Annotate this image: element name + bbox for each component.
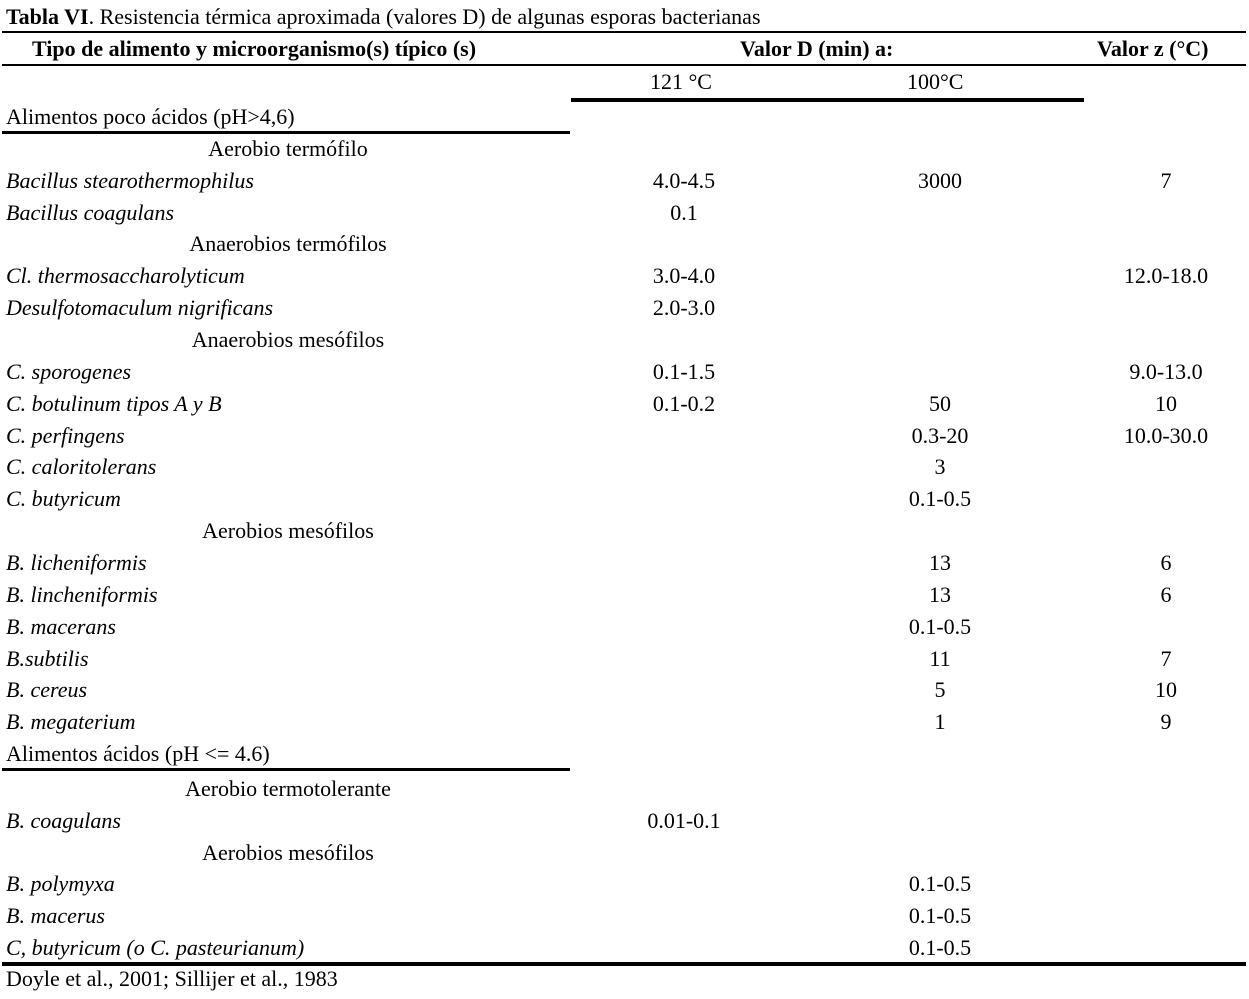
table-caption: . Resistencia térmica aproximada (valores D) de algunas esporas bacterianas: [88, 4, 761, 29]
d-value-100: 3: [934, 454, 946, 480]
table-row: [0, 295, 1249, 327]
organism-name: C, butyricum (o C. pasteurianum): [6, 935, 305, 961]
organism-name: Bacillus stearothermophilus: [6, 167, 254, 193]
d-value-121: 3.0-4.0: [652, 263, 716, 289]
organism-name: B.subtilis: [6, 645, 89, 671]
z-value: 9: [1160, 709, 1172, 735]
header-temp-121: 121 °C: [650, 69, 712, 94]
organism-name: B. megaterium: [6, 709, 136, 735]
table-row: [0, 454, 1249, 486]
d-value-121: 0.1: [670, 199, 698, 225]
d-value-100: 5: [934, 677, 946, 703]
group-heading-row: [0, 776, 1249, 808]
z-value: 10.0-30.0: [1123, 422, 1209, 448]
group-label: Aerobios mesófilos: [202, 839, 374, 865]
organism-name: C. perfingens: [6, 422, 125, 448]
top-rule: [2, 31, 1246, 33]
d-value-121: 4.0-4.5: [652, 167, 716, 193]
header-z-value: Valor z (°C): [1097, 36, 1209, 61]
group-heading-row: [0, 327, 1249, 359]
table-row: [0, 903, 1249, 935]
table-row: [0, 486, 1249, 518]
d-value-100: 13: [929, 549, 951, 575]
d-value-121: 0.01-0.1: [647, 807, 721, 833]
organism-name: B. licheniformis: [6, 549, 147, 575]
table-row: [0, 200, 1249, 232]
table-number: Tabla VI: [6, 4, 89, 29]
z-value: 12.0-18.0: [1123, 263, 1209, 289]
table-title: [6, 4, 761, 30]
organism-name: C. caloritolerans: [6, 454, 157, 480]
organism-name: C. butyricum: [6, 486, 121, 512]
section-underline: [2, 131, 570, 134]
table-row: [0, 677, 1249, 709]
z-value: 10: [1155, 390, 1177, 416]
d-value-100: 0.1-0.5: [908, 871, 972, 897]
group-heading-row: [0, 518, 1249, 550]
organism-name: C. botulinum tipos A y B: [6, 390, 222, 416]
table-row: [0, 550, 1249, 582]
table-row: [0, 808, 1249, 840]
section-label: Alimentos ácidos (pH <= 4.6): [6, 741, 270, 766]
table-row: [0, 359, 1249, 391]
z-value: 9.0-13.0: [1129, 358, 1203, 384]
z-value: 7: [1160, 645, 1172, 671]
organism-name: B. coagulans: [6, 807, 121, 833]
d-value-100: 0.1-0.5: [908, 903, 972, 929]
group-label: Aerobio termotolerante: [185, 775, 391, 801]
header-food-type: Tipo de alimento y microorganismo(s) típico (s): [32, 36, 477, 61]
organism-name: Cl. thermosaccharolyticum: [6, 263, 245, 289]
table-row: [0, 263, 1249, 295]
table-row: [0, 614, 1249, 646]
group-label: Aerobios mesófilos: [202, 518, 374, 543]
organism-name: B. cereus: [6, 677, 88, 703]
group-heading-row: [0, 840, 1249, 872]
d-value-100: 13: [929, 581, 951, 607]
table-row: [0, 871, 1249, 903]
d-value-100: 3000: [918, 167, 962, 193]
d-value-100: 0.1-0.5: [908, 935, 972, 961]
group-label: Aerobio termófilo: [208, 135, 368, 161]
z-value: 6: [1160, 549, 1172, 575]
z-value: 10: [1155, 677, 1177, 703]
d-value-100: 0.3-20: [911, 422, 969, 448]
table-row: [0, 423, 1249, 455]
z-value: 6: [1160, 581, 1172, 607]
group-label: Anaerobios termófilos: [189, 231, 387, 257]
d-value-121: 0.1-0.2: [652, 390, 716, 416]
header-d-value: Valor D (min) a:: [740, 36, 894, 61]
organism-name: B. polymyxa: [6, 871, 115, 897]
d-value-121: 2.0-3.0: [652, 295, 716, 321]
d-value-100: 1: [934, 709, 946, 735]
organism-name: B. macerus: [6, 903, 105, 929]
organism-name: Desulfotomaculum nigrificans: [6, 295, 274, 321]
d-value-100: 0.1-0.5: [908, 486, 972, 512]
section-label: Alimentos poco ácidos (pH>4,6): [6, 104, 295, 129]
d-value-100: 11: [929, 645, 951, 671]
group-heading-row: [0, 136, 1249, 168]
organism-name: Bacillus coagulans: [6, 199, 175, 225]
table-row: [0, 391, 1249, 423]
table-row: [0, 709, 1249, 741]
z-value: 7: [1160, 167, 1172, 193]
table-row: [0, 168, 1249, 200]
section-underline: [2, 768, 570, 771]
group-heading-row: [0, 231, 1249, 263]
d-value-121: 0.1-1.5: [652, 358, 716, 384]
header-rule: [2, 64, 1246, 66]
d-value-100: 50: [929, 390, 951, 416]
d-value-underline: [571, 98, 1084, 102]
organism-name: B. lincheniformis: [6, 581, 158, 607]
d-value-100: 0.1-0.5: [908, 613, 972, 639]
source-note: Doyle et al., 2001; Sillijer et al., 1983: [6, 966, 338, 991]
table-row: [0, 646, 1249, 678]
organism-name: C. sporogenes: [6, 358, 132, 384]
table-row: [0, 582, 1249, 614]
header-temp-100: 100°C: [907, 69, 964, 94]
group-label: Anaerobios mesófilos: [191, 327, 385, 352]
organism-name: B. macerans: [6, 613, 116, 639]
